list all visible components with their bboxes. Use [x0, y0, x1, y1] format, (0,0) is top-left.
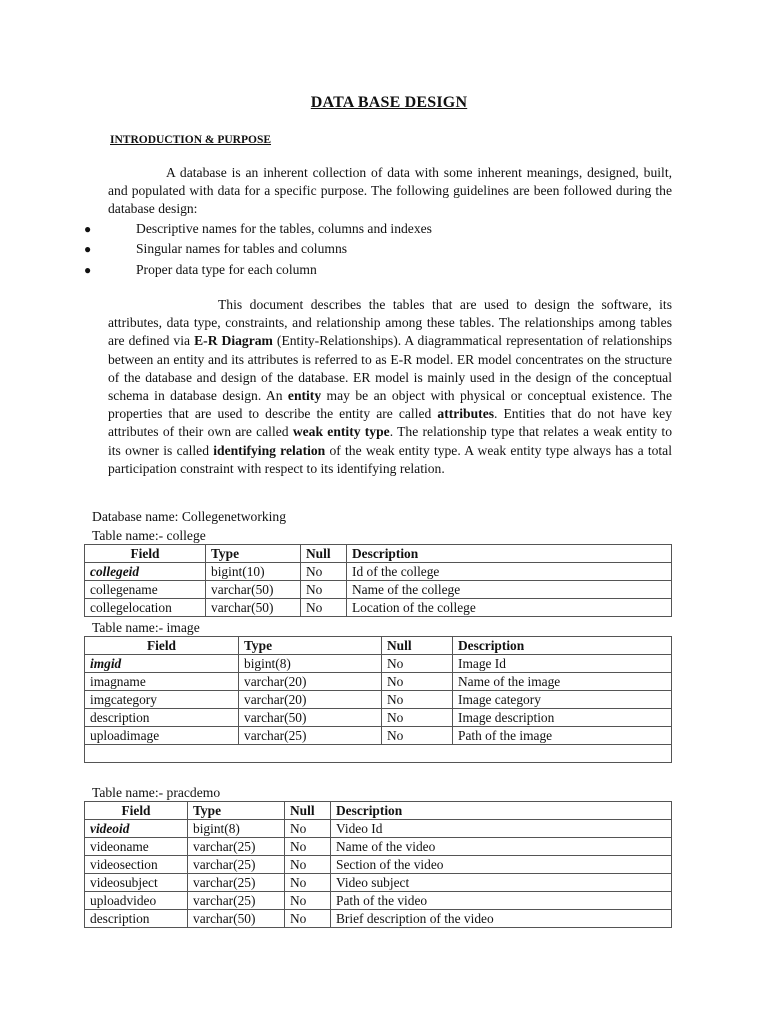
cell-description: Id of the college — [347, 563, 672, 581]
section-heading: INTRODUCTION & PURPOSE — [110, 134, 272, 146]
cell-description: Section of the video — [331, 856, 672, 874]
table-label-college: Table name:- college — [92, 528, 206, 543]
table-header-row — [85, 545, 672, 563]
term-weak-entity-type: weak entity type — [292, 424, 390, 440]
column-header-null: Null — [382, 637, 453, 655]
cell-null: No — [382, 709, 453, 727]
empty-table-row — [85, 745, 672, 763]
bullet-icon: ● — [84, 222, 92, 236]
cell-null: No — [301, 581, 347, 599]
cell-description: Path of the video — [331, 892, 672, 910]
intro-paragraph: A database is an inherent collection of data with some inherent meanings, designed, built, and populated with data for a specific purpose. The following guidelines are been followed during the database design: — [108, 165, 672, 217]
table-row — [85, 727, 672, 745]
table-label-image: Table name:- image — [92, 620, 200, 635]
cell-field: videosection — [85, 856, 188, 874]
guidelines-list — [0, 219, 768, 280]
cell-field: imgid — [85, 655, 239, 673]
cell-description: Video Id — [331, 820, 672, 838]
column-header-field: Field — [85, 545, 206, 563]
cell-type: varchar(50) — [239, 709, 382, 727]
cell-field: collegeid — [85, 563, 206, 581]
cell-field: videoid — [85, 820, 188, 838]
cell-null: No — [285, 892, 331, 910]
column-header-description: Description — [453, 637, 672, 655]
page-title: DATA BASE DESIGN — [310, 94, 468, 111]
cell-description: Name of the image — [453, 673, 672, 691]
cell-field: collegelocation — [85, 599, 206, 617]
column-header-field: Field — [85, 802, 188, 820]
table-row — [85, 691, 672, 709]
table-row — [85, 581, 672, 599]
bullet-icon: ● — [84, 242, 92, 257]
table-row — [85, 856, 672, 874]
college-table — [84, 544, 672, 617]
table-row — [85, 563, 672, 581]
list-item: ● Descriptive names for the tables, columns and indexes — [0, 219, 768, 239]
cell-null: No — [285, 910, 331, 928]
cell-null: No — [285, 856, 331, 874]
image-table — [84, 636, 672, 763]
cell-type: varchar(20) — [239, 691, 382, 709]
empty-cell — [85, 745, 672, 763]
cell-type: varchar(20) — [239, 673, 382, 691]
cell-null: No — [285, 874, 331, 892]
term-er-diagram: E-R Diagram — [194, 333, 273, 349]
cell-type: bigint(8) — [188, 820, 285, 838]
cell-field: videoname — [85, 838, 188, 856]
cell-type: bigint(10) — [206, 563, 301, 581]
term-identifying-relation: identifying relation — [213, 442, 326, 458]
cell-null: No — [382, 727, 453, 745]
cell-type: varchar(25) — [188, 892, 285, 910]
cell-field: description — [85, 709, 239, 727]
cell-type: varchar(50) — [206, 581, 301, 599]
column-header-null: Null — [301, 545, 347, 563]
table-row — [85, 709, 672, 727]
table-label-pracdemo: Table name:- pracdemo — [92, 785, 221, 800]
cell-type: varchar(50) — [188, 910, 285, 928]
table-row — [85, 892, 672, 910]
column-header-description: Description — [347, 545, 672, 563]
cell-type: varchar(25) — [188, 838, 285, 856]
table-header-row — [85, 802, 672, 820]
cell-field: videosubject — [85, 874, 188, 892]
table-header-row — [85, 637, 672, 655]
cell-type: bigint(8) — [239, 655, 382, 673]
cell-description: Brief description of the video — [331, 910, 672, 928]
cell-null: No — [301, 563, 347, 581]
table-row — [85, 655, 672, 673]
cell-field: imgcategory — [85, 691, 239, 709]
database-name: Database name: Collegenetworking — [92, 509, 287, 524]
cell-type: varchar(25) — [188, 856, 285, 874]
cell-description: Location of the college — [347, 599, 672, 617]
cell-type: varchar(50) — [206, 599, 301, 617]
cell-description: Video subject — [331, 874, 672, 892]
column-header-field: Field — [85, 637, 239, 655]
list-item: ● Proper data type for each column — [0, 260, 768, 280]
cell-field: description — [85, 910, 188, 928]
cell-description: Image Id — [453, 655, 672, 673]
cell-field: imagname — [85, 673, 239, 691]
cell-description: Image description — [453, 709, 672, 727]
cell-null: No — [301, 599, 347, 617]
cell-field: collegename — [85, 581, 206, 599]
bullet-icon: ● — [84, 262, 92, 277]
column-header-type: Type — [206, 545, 301, 563]
cell-description: Path of the image — [453, 727, 672, 745]
list-item: ● Singular names for tables and columns — [0, 239, 768, 259]
pracdemo-table — [84, 801, 672, 928]
table-row — [85, 838, 672, 856]
cell-null: No — [382, 655, 453, 673]
column-header-type: Type — [188, 802, 285, 820]
cell-null: No — [382, 673, 453, 691]
table-row — [85, 910, 672, 928]
cell-type: varchar(25) — [188, 874, 285, 892]
table-row — [85, 673, 672, 691]
column-header-description: Description — [331, 802, 672, 820]
cell-description: Image category — [453, 691, 672, 709]
description-paragraph: This document describes the tables that are used to design the software, its attributes, data type, constraints, and relationship among these tables. The relationships among tables are defined via E-R Diagram (Entity-Relationships). A diagrammatical representation of relationships between an entity and its attributes is referred to as E-R model. ER model concentrates on the structure of the database and design of the database. ER model is mainly used in the design of the conceptual schema in database design. An entity may be an object with physical or conceptual existence. The properties that are used to describe the entity are called attributes. Entities that do not have key attributes of their own are called weak entity type. The relationship type that relates a weak entity to its owner is called identifying relation of the weak entity type. A weak entity type always has a total participation constraint with respect to its identifying relation. — [108, 297, 672, 476]
column-header-type: Type — [239, 637, 382, 655]
table-row — [85, 874, 672, 892]
table-row — [85, 599, 672, 617]
table-row — [85, 820, 672, 838]
cell-null: No — [285, 838, 331, 856]
cell-description: Name of the video — [331, 838, 672, 856]
term-attributes: attributes — [437, 406, 495, 422]
cell-field: uploadvideo — [85, 892, 188, 910]
cell-field: uploadimage — [85, 727, 239, 745]
cell-type: varchar(25) — [239, 727, 382, 745]
cell-null: No — [382, 691, 453, 709]
term-entity: entity — [287, 388, 322, 404]
column-header-null: Null — [285, 802, 331, 820]
cell-description: Name of the college — [347, 581, 672, 599]
cell-null: No — [285, 820, 331, 838]
